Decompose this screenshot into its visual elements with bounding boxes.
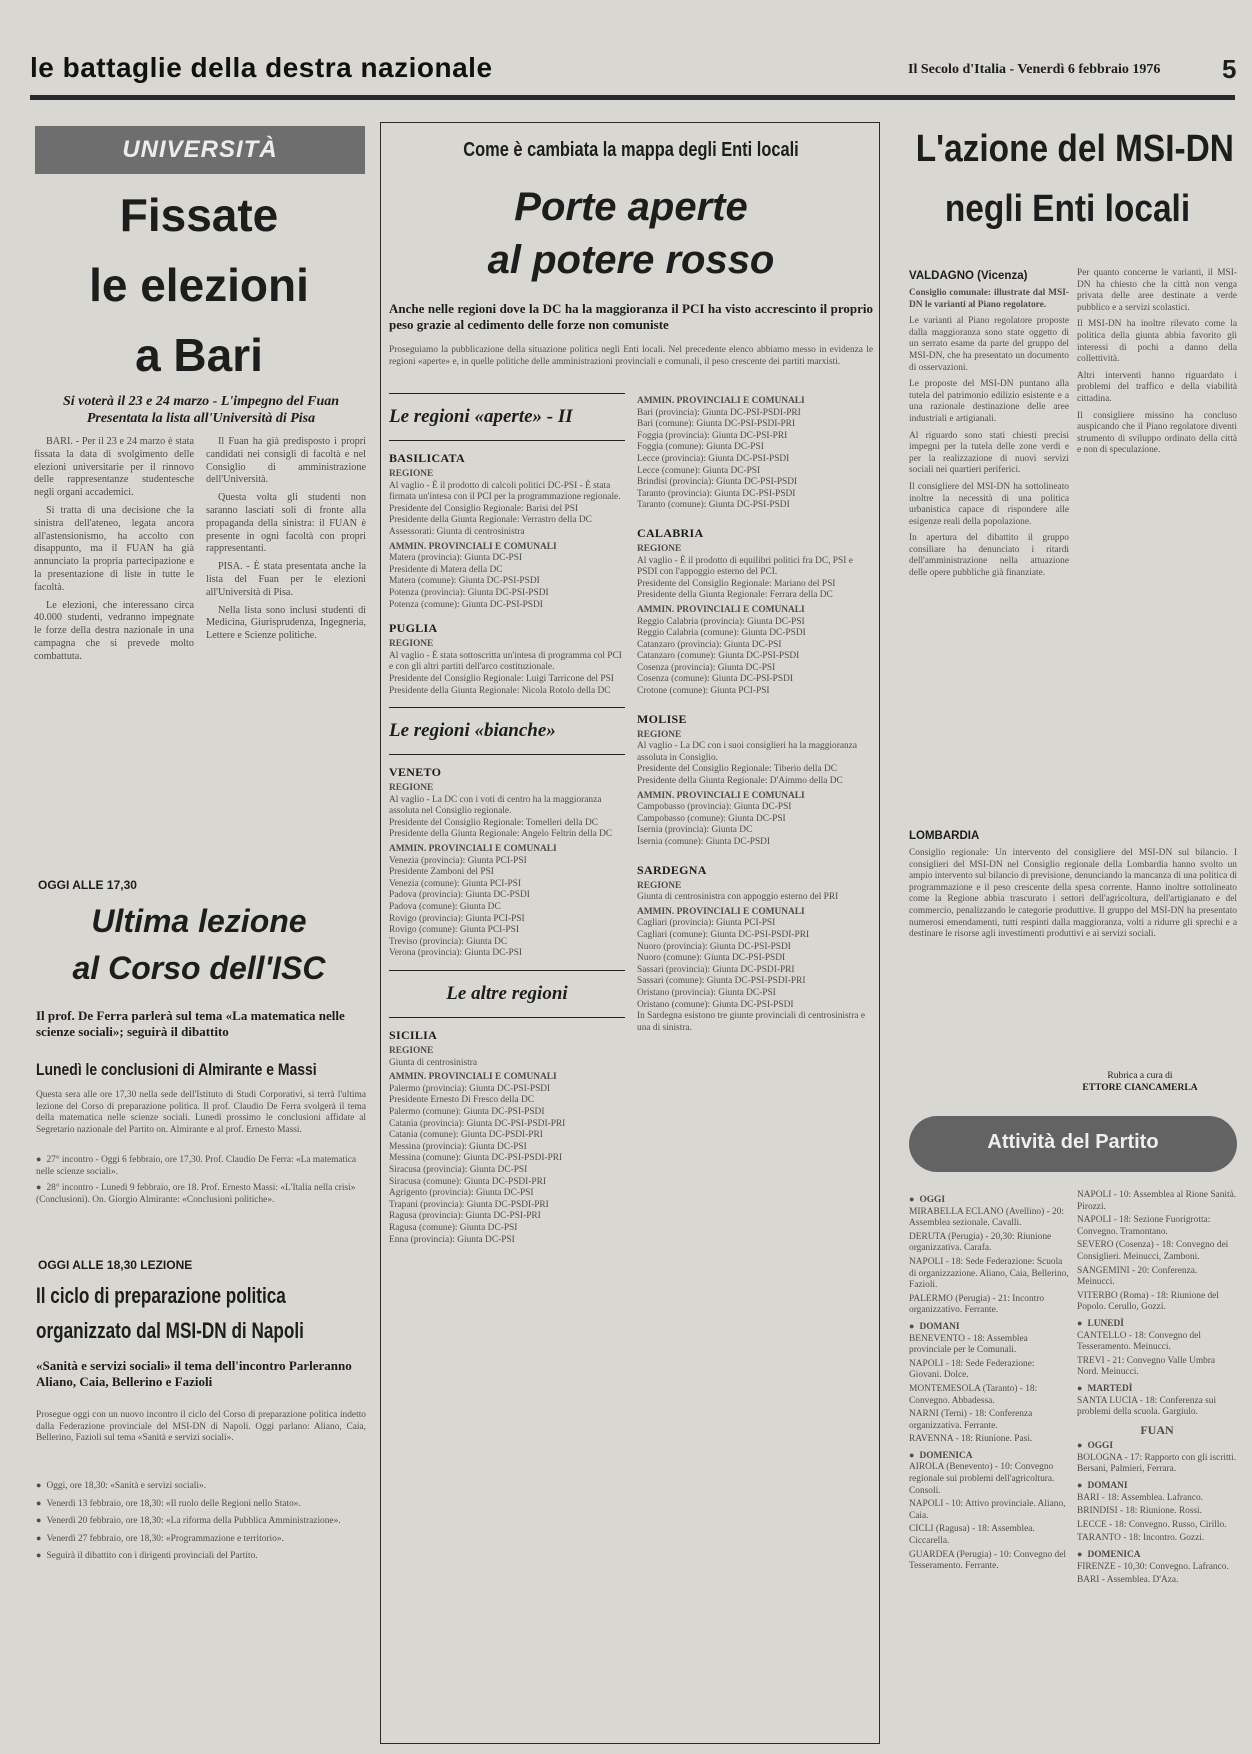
kicker-banner [35,126,365,174]
col2-kicker: Come è cambiata la mappa degli Enti locali [463,139,799,161]
listing-line: AMMIN. PROVINCIALI E COMUNALI [389,1072,557,1083]
listing-line: Cosenza (provincia): Giunta DC-PSI [637,662,776,673]
listing-line: REGIONE [389,469,434,479]
activity-item: BARI - 18: Assemblea. Lafranco. [1077,1492,1204,1503]
headline-line-3: a Bari [135,329,263,381]
listing-line: Presidente di Matera della DC [389,564,503,575]
lecture-headline-1: Ultima lezione [91,903,307,939]
listing-line: Al vaglio - La DC con i suoi consiglieri ha la maggioranza assoluta in Consiglio. [637,741,857,763]
listing-line: Isernia (provincia): Giunta DC [637,825,753,836]
listing-line: AMMIN. PROVINCIALI E COMUNALI [637,604,805,615]
listing-line: Crotone (comune): Giunta PCI-PSI [637,686,770,697]
activity-item: BOLOGNA - 17: Rapporto con gli iscritti. Bersani, Palmieri, Ferrara. [1077,1452,1237,1475]
listing-line: Al vaglio - È il prodotto di equilibri politici fra DC, PSI e PSDI con l'appoggio esterno del PCI. [637,555,853,578]
schedule-item: ● 27° incontro - Oggi 6 febbraio, ore 17,30. Prof. Claudio De Ferra: «La matematica nelle scienze sociali». [36,1154,366,1178]
listing-line: Catania (comune): Giunta DC-PSDI-PRI [389,1130,543,1141]
activity-item: NAPOLI - 18: Sezione Fuorigrotta: Convegno. Tramontano. [1077,1215,1211,1237]
sec-bianche-title: Le regioni «bianche» [389,720,556,742]
activity-item: MIRABELLA ECLANO (Avellino) - 20: Assemblea sezionale. Cavalli. [909,1206,1065,1229]
attivita-banner [909,1116,1237,1172]
kicker-label: UNIVERSITÀ [122,136,278,163]
paragraph: BARI. - Per il 23 e 24 marzo è stata fissata la data di svolgimento delle elezioni universitarie per il rinnovo delle rappresentanze studentesche negli organi accademici. [34,436,194,499]
listing-line: Campobasso (comune): Giunta DC-PSI [637,813,786,824]
listing-line: Presidente della Giunta Regionale: Nicola Rotolo della DC [389,685,611,696]
listing-line: Presidente Zamboni del PSI [389,867,494,878]
lombardia-body: Consiglio regionale: Un intervento del consigliere del MSI-DN sul bilancio. I consiglieri del MSI-DN nel Consiglio regionale della Lombardia hanno svolto un ampio intervento sul bilancio di previsione, denunciando la mancanza di una politica di programmazione e il peso crescente della spesa corrente. Hanno inoltre sottolineato come la Regione abbia trascurato i settori dell'agricoltura, dell'artigianato e del commercio, penalizzando le categorie produttive. Il gruppo del MSI-DN ha presentato numerosi emendamenti, tutti respinti dalla maggioranza, volti a ridurre gli sprechi e a destinare le risorse agli investimenti produttivi e ai servizi sociali. [909,848,1237,940]
activity-section: FUAN [1140,1422,1174,1437]
listing-line: Matera (comune): Giunta DC-PSI-PSDI [389,576,540,587]
listing-line: Sassari (provincia): Giunta DC-PSDI-PRI [637,964,795,975]
listing-line: Presidente del Consiglio Regionale: Luigi Tarricone del PSI [389,673,614,684]
listing-line: Bari (provincia): Giunta DC-PSI-PSDI-PRI [637,407,801,418]
paragraph: Altri interventi hanno riguardato i problemi del traffico e della viabilità cittadina. [1077,370,1237,404]
listing-line: Messina (comune): Giunta DC-PSI-PSDI-PRI [389,1153,563,1164]
paragraph: Il consigliere del MSI-DN ha sottolineato inoltre la necessità di una politica urbanistica capace di rispondere alle esigenze reali della popolazione. [909,481,1069,527]
listing-line: Oristano (comune): Giunta DC-PSI-PSDI [637,999,794,1010]
listing-line: Rovigo (provincia): Giunta PCI-PSI [389,913,525,924]
credit-line: Rubrica a cura di [1107,1071,1173,1081]
region-name: CALABRIA [637,525,704,540]
listing-line: Presidente della Giunta Regionale: Angelo Feltrin della DC [389,829,613,840]
paragraph: Consiglio comunale: illustrate dal MSI-DN le varianti al Piano regolatore. [909,288,1069,310]
region-lines [637,544,873,698]
listing-line: Catanzaro (provincia): Giunta DC-PSI [637,639,782,650]
listing-line: Foggia (comune): Giunta DC-PSI [637,442,764,453]
activity-item: NARNI (Terni) - 18: Conferenza organizzativa. Ferrante. [909,1409,1033,1431]
activity-item: VITERBO (Roma) - 18: Riunione del Popolo. Cerullo, Gozzi. [1077,1290,1219,1313]
listing-line: Brindisi (provincia): Giunta DC-PSI-PSDI [637,477,798,488]
activity-day: ● DOMENICA [909,1450,1069,1463]
listing-line: Ragusa (comune): Giunta DC-PSI [389,1222,518,1233]
napoli-standfirst: «Sanità e servizi sociali» il tema dell'incontro Parleranno Aliano, Caia, Bellerino e Fazioli [36,1358,352,1389]
sec-aperte-box [389,393,625,441]
listing-line: AMMIN. PROVINCIALI E COMUNALI [389,844,557,855]
headline-line-1: Fissate [119,189,279,241]
listing-line: Cagliari (provincia): Giunta PCI-PSI [637,918,776,929]
activity-item: BENEVENTO - 18: Assemblea provinciale per le Comunali. [909,1333,1028,1356]
listing-line: Lecce (provincia): Giunta DC-PSI-PSDI [637,453,790,464]
column-universita [30,118,368,1738]
listing-line: REGIONE [389,783,434,794]
region-lines [389,783,625,960]
attivita-right [1077,1190,1237,1735]
listing-line: Potenza (provincia): Giunta DC-PSI-PSDI [389,587,549,598]
listing-line: AMMIN. PROVINCIALI E COMUNALI [637,396,805,406]
region-name: VENETO [389,765,442,780]
listing-line: Isernia (comune): Giunta DC-PSDI [637,837,771,847]
schedule-item: ● Venerdì 13 febbraio, ore 18,30: «Il ruolo delle Regioni nello Stato». [36,1498,366,1511]
paragraph: Le proposte del MSI-DN puntano alla tutela del patrimonio edilizio esistente e a una razionale destinazione delle aree industriali e artigianali. [909,379,1069,424]
listing-line: Al vaglio - La DC con i voti di centro ha la maggioranza assoluta nel Consiglio regionale. [389,794,602,817]
activity-item: AIROLA (Benevento) - 10: Convegno regionale sui problemi dell'agricoltura. Consoli. [909,1462,1055,1496]
activity-day: ● MARTEDÌ [1077,1383,1237,1396]
listing-line: Trapani (provincia): Giunta DC-PSDI-PRI [389,1199,549,1210]
activity-day: ● DOMANI [1077,1480,1237,1493]
activity-item: MONTEMESOLA (Taranto) - 18: Convegno. Abbadessa. [909,1383,1038,1406]
activity-day: ● DOMENICA [1077,1549,1237,1562]
listing-line: Lecce (comune): Giunta DC-PSI [637,465,761,476]
listing-line: REGIONE [389,1046,434,1056]
valdagno-right [1077,268,1237,948]
col2-intro: Proseguiamo la pubblicazione della situazione politica negli Enti locali. Nel precedente elenco abbiamo messo in evidenza le regioni «aperte» e, in quelle politiche delle amministrazioni provinciali e comunali, il peso crescente dei partiti marxisti. [389,345,873,367]
listing-line: Cagliari (comune): Giunta DC-PSI-PSDI-PRI [637,929,810,940]
activity-item: NAPOLI - 10: Assemblea al Rione Sanità. Pirozzi. [1077,1190,1237,1212]
schedule-item: ● Seguirà il dibattito con i dirigenti provinciali del Partito. [36,1550,366,1563]
lombardia-label: LOMBARDIA [909,830,980,842]
listing-line: Presidente del Consiglio Regionale: Tiberio della DC [637,764,837,775]
paragraph: Le varianti al Piano regolatore proposte dalla maggioranza sono state oggetto di un serrato esame da parte del gruppo del MSI-DN, che ha presentato un documento di osservazioni. [909,316,1069,373]
attivita-title: Attività del Partito [987,1131,1159,1153]
lecture-schedule [36,1154,366,1206]
activity-item: DERUTA (Perugia) - 20,30: Riunione organizzativa. Carafa. [909,1231,1052,1254]
activity-day: ● OGGI [1077,1440,1237,1453]
listing-line: Al vaglio - È il prodotto di calcoli politici DC-PSI - È stata firmata un'intesa con il PCI per la programmazione regionale. [389,480,621,503]
listing-line: Presidente del Consiglio Regionale: Mariano del PSI [637,578,836,589]
listing-line: AMMIN. PROVINCIALI E COMUNALI [637,906,805,917]
activity-item: SEVERO (Cosenza) - 18: Convegno dei Consiglieri. Meinucci, Zamboni. [1077,1240,1229,1262]
headline-line-2: le elezioni [89,259,309,311]
activity-item: NAPOLI - 18: Sede Federazione: Scuola di organizzazione. Aliano, Caia, Bellerino, Fazioli. [909,1256,1069,1291]
lecture-headline-2: al Corso dell'ISC [72,950,326,986]
regions-left-col [389,393,625,1738]
paragraph: Al riguardo sono stati chiesti precisi impegni per la tutela delle zone verdi e per la realizzazione di nuovi servizi sociali nei quartieri periferici. [909,430,1069,476]
paragraph: Si tratta di una decisione che la sinistra dell'ateneo, legata ancora all'astensionismo, ha accolto con disappunto, ma il FUAN ha già annunciato la propria partecipazione e la presentazione di liste in tutte le facoltà. [34,504,194,593]
listing-line: Bari (comune): Giunta DC-PSI-PSDI-PRI [637,419,796,430]
napoli-body: Prosegue oggi con un nuovo incontro il ciclo del Corso di preparazione politica indetto dalla Federazione provinciale del MSI-DN di Napoli. Oggi parlano: Aliano, Caia, Bellerino, Fazioli sul tema «Sanità e servizi sociali». [36,1410,366,1444]
listing-line: Palermo (comune): Giunta DC-PSI-PSDI [389,1106,545,1117]
listing-line: Rovigo (comune): Giunta PCI-PSI [389,925,519,936]
oggi-label: OGGI ALLE 17,30 [38,878,137,892]
paragraph: Il consigliere missino ha concluso auspicando che il Piano regolatore diventi strumento di sviluppo ordinato della città e non di speculazione. [1077,410,1237,456]
col3-headline-1: L'azione del MSI-DN [915,128,1234,170]
paragraph: PISA. - È stata presentata anche la lista del Fuan per le elezioni all'Università di Pisa. [206,561,366,598]
valdagno-label: VALDAGNO (Vicenza) [909,270,1028,282]
activity-day: ● OGGI [909,1194,1069,1207]
col3-headline-2: negli Enti locali [944,188,1191,230]
region-lines [637,396,873,512]
schedule-item: ● Venerdì 20 febbraio, ore 18,30: «La riforma della Pubblica Amministrazione». [36,1515,366,1528]
credit [1045,1070,1235,1094]
lecture-standfirst: Il prof. De Ferra parlerà sul tema «La matematica nelle scienze sociali»; seguirà il dibattito [36,1008,345,1039]
region-lines [389,639,625,697]
activity-item: BRINDISI - 18: Riunione. Rossi. [1077,1506,1203,1517]
listing-line: Nuoro (comune): Giunta DC-PSI-PSDI [637,953,786,964]
attivita-left [909,1190,1069,1735]
activity-item: CANTELLO - 18: Convegno del Tesseramento. Meinucci. [1077,1330,1201,1353]
section-title: le battaglie della destra nazionale [30,52,493,83]
listing-line: Nuoro (provincia): Giunta DC-PSI-PSDI [637,941,791,952]
paragraph: Le elezioni, che interessano circa 40.000 studenti, vedranno impegnate le forze della destra nazionale in una campagna che si prevede molto combattuta. [34,599,194,662]
paragraph: Per quanto concerne le varianti, il MSI-DN ha chiesto che la città non venga privata delle aree destinate a verde pubblico e a servizi scolastici. [1077,268,1237,313]
listing-line: Presidente della Giunta Regionale: Verrastro della DC [389,515,592,526]
article-body-right [206,436,366,901]
listing-line: Giunta di centrosinistra con appoggio esterno del PRI [637,892,839,903]
listing-line: REGIONE [637,543,682,554]
listing-line: Enna (provincia): Giunta DC-PSI [389,1234,515,1245]
region-lines [637,881,873,1035]
activity-item: PALERMO (Perugia) - 21: Incontro organizzativo. Ferrante. [909,1293,1045,1316]
napoli-headline-2: organizzato dal MSI-DN di Napoli [36,1318,304,1343]
col2-headline-2: al potere rosso [487,238,775,282]
listing-line: Oristano (provincia): Giunta DC-PSI [637,987,776,998]
listing-line: Agrigento (provincia): Giunta DC-PSI [389,1188,534,1199]
listing-line: Palermo (provincia): Giunta DC-PSI-PSDI [389,1083,551,1094]
listing-line: Taranto (comune): Giunta DC-PSI-PSDI [637,500,790,511]
region-name: PUGLIA [389,621,438,636]
activity-item: CICLI (Ragusa) - 18: Assemblea. Ciccarella. [909,1524,1035,1547]
col2-standfirst: Anche nelle regioni dove la DC ha la maggioranza il PCI ha visto accrescinto il proprio peso grazie al cedimento delle forze non comuniste [389,301,873,332]
regions-right-col [637,393,873,1738]
listing-line: AMMIN. PROVINCIALI E COMUNALI [637,790,805,801]
listing-line: Venezia (provincia): Giunta PCI-PSI [389,855,527,866]
listing-line: Padova (provincia): Giunta DC-PSDI [389,890,530,901]
listing-line: AMMIN. PROVINCIALI E COMUNALI [389,541,557,552]
credit-line: ETTORE CIANCAMERLA [1082,1083,1198,1093]
listing-line: Presidente della Giunta Regionale: D'Aimmo della DC [637,776,843,787]
region-name: SARDEGNA [637,862,707,877]
activity-day: ● DOMANI [909,1321,1069,1334]
listing-line: Sassari (comune): Giunta DC-PSI-PSDI-PRI [637,976,806,987]
region-name: SICILIA [389,1028,438,1042]
standfirst: Si voterà il 23 e 24 marzo - L'impegno del Fuan Presentata la lista all'Università di Pisa [62,394,340,426]
paper-date: Il Secolo d'Italia - Venerdì 6 febbraio 1976 [908,62,1161,77]
listing-line: Foggia (provincia): Giunta DC-PSI-PRI [637,430,788,441]
listing-line: Siracusa (provincia): Giunta DC-PSI [389,1164,528,1175]
activity-item: NAPOLI - 10: Attivo provinciale. Aliano, Caia. [909,1499,1066,1521]
masthead [0,0,1252,110]
region-lines [389,469,625,611]
page-number: 5 [1222,54,1237,84]
article-body-left [34,436,194,901]
lecture-body: Questa sera alle ore 17,30 nella sede dell'Istituto di Studi Corporativi, si terrà l'ultima lezione del Corso di preparazione politica. Il prof. Claudio De Ferra svolgerà il tema della matematica nelle scienze sociali. Lunedì prossimo le conclusioni affidate al Segretario nazionale del Partito on. Almirante e al prof. Ernesto Massi. [36,1090,366,1135]
listing-line: Matera (provincia): Giunta DC-PSI [389,553,523,564]
listing-line: REGIONE [389,639,434,650]
sec-aperte-title: Le regioni «aperte» - II [389,406,573,427]
region-lines [389,1046,625,1246]
schedule-item: ● Venerdì 27 febbraio, ore 18,30: «Programmazione e territorio». [36,1533,366,1546]
listing-line: Cosenza (comune): Giunta DC-PSI-PSDI [637,674,793,685]
region-lines [637,730,873,849]
listing-line: Presidente della Giunta Regionale: Ferrara della DC [637,590,833,601]
lecture-bar: Lunedì le conclusioni di Almirante e Massi [36,1060,317,1079]
napoli-headline-1: Il ciclo di preparazione politica [36,1283,286,1308]
paragraph: Il MSI-DN ha inoltre rilevato come la politica della giunta abbia favorito gli interessi di pochi a danno della collettività. [1077,319,1237,365]
listing-line: Campobasso (provincia): Giunta DC-PSI [637,802,792,813]
activity-day: ● LUNEDÌ [1077,1318,1237,1331]
listing-line: Reggio Calabria (comune): Giunta DC-PSDI [637,628,806,639]
listing-line: Padova (comune): Giunta DC [389,902,501,913]
listing-line: REGIONE [637,880,682,891]
listing-line: Siracusa (comune): Giunta DC-PSDI-PRI [389,1176,547,1187]
activity-item: TREVI - 21: Convegno Valle Umbra Nord. Meinucci. [1077,1355,1216,1378]
listing-line: Ragusa (provincia): Giunta DC-PSI-PRI [389,1211,541,1222]
activity-item: LECCE - 18: Convegno. Russo, Cirillo. [1077,1519,1227,1530]
oggi2-label: OGGI ALLE 18,30 LEZIONE [38,1258,193,1272]
region-name: MOLISE [637,711,687,726]
listing-line: Al vaglio - È stata sottoscritta un'intesa di programma col PCI e con gli altri partiti dell'arco costituzionale. [389,650,622,673]
listing-line: Presidente del Consiglio Regionale: Tomelleri della DC [389,817,599,828]
listing-line: Giunta di centrosinistra [389,1057,478,1068]
listing-line: Taranto (provincia): Giunta DC-PSI-PSDI [637,488,796,499]
activity-item: FIRENZE - 10,30: Convegno. Lafranco. [1077,1561,1229,1572]
listing-line: Verona (provincia): Giunta DC-PSI [389,948,523,959]
activity-item: TARANTO - 18: Incontro. Gozzi. [1077,1533,1205,1544]
region-name: BASILICATA [389,451,465,465]
listing-line: Messina (provincia): Giunta DC-PSI [389,1141,527,1152]
listing-line: Presidente Ernesto Di Fresco della DC [389,1095,535,1106]
listing-line: Venezia (comune): Giunta PCI-PSI [389,878,521,889]
paragraph: Il Fuan ha già predisposto i propri candidati nei consigli di facoltà e nel Consiglio di amministrazione dell'Università. [206,436,366,486]
schedule-item: ● 28° incontro - Lunedì 9 febbraio, ore 18. Prof. Ernesto Massi: «L'Italia nella crisi» (Conclusioni). On. Giorgio Almirante: «Conclusioni politiche». [36,1182,366,1206]
activity-item: GUARDEA (Perugia) - 10: Convegno del Tesseramento. Ferrante. [909,1549,1067,1572]
paragraph: Nella lista sono inclusi studenti di Medicina, Giurisprudenza, Ingegneria, Lettere e Scienze politiche. [206,604,366,642]
col2-headline-1: Porte aperte [514,185,748,229]
sec-bianche-box [389,707,625,755]
listing-line: REGIONE [637,729,682,740]
activity-item: SANTA LUCIA - 18: Conferenza sui problemi della scuola. Gargiulo. [1077,1395,1217,1418]
paragraph: Questa volta gli studenti non saranno lasciati soli di fronte alla propaganda della sinistra: il FUAN è presente in ogni facoltà con propri rappresentanti. [206,492,366,555]
listing-line: Reggio Calabria (provincia): Giunta DC-PSI [637,616,805,627]
listing-line: Treviso (provincia): Giunta DC [389,936,508,947]
activity-item: SANGEMINI - 20: Conferenza. Meinucci. [1077,1265,1198,1288]
listing-line: Presidente del Consiglio Regionale: Barisi del PSI [389,503,579,514]
listing-line: In Sardegna esistono tre giunte provinciali di centrosinistra e una di sinistra. [637,1011,866,1033]
paragraph: In apertura del dibattito il gruppo consiliare ha denunciato i ritardi dell'amministrazione nella attuazione delle opere pubbliche già finanziate. [909,533,1069,579]
sec-altre-box [389,970,625,1018]
listing-line: Potenza (comune): Giunta DC-PSI-PSDI [389,599,543,610]
activity-item: NAPOLI - 18: Sede Federazione: Giovani. Dolce. [909,1358,1035,1381]
activity-item: BARI - Assemblea. D'Aza. [1077,1575,1179,1586]
column-enti-locali-box [380,122,880,1744]
activity-item: RAVENNA - 18: Riunione. Pasi. [909,1434,1033,1445]
napoli-schedule [36,1480,366,1563]
schedule-item: ● Oggi, ore 18,30: «Sanità e servizi sociali». [36,1480,366,1493]
listing-line: Catania (provincia): Giunta DC-PSI-PSDI-PRI [389,1118,566,1129]
sec-altre-title: Le altre regioni [446,983,568,1004]
listing-line: Assessorati: Giunta di centrosinistra [389,526,525,537]
listing-line: Catanzaro (comune): Giunta DC-PSI-PSDI [637,651,800,662]
column-azione-msi [895,118,1240,1738]
masthead-rule [30,95,1235,100]
